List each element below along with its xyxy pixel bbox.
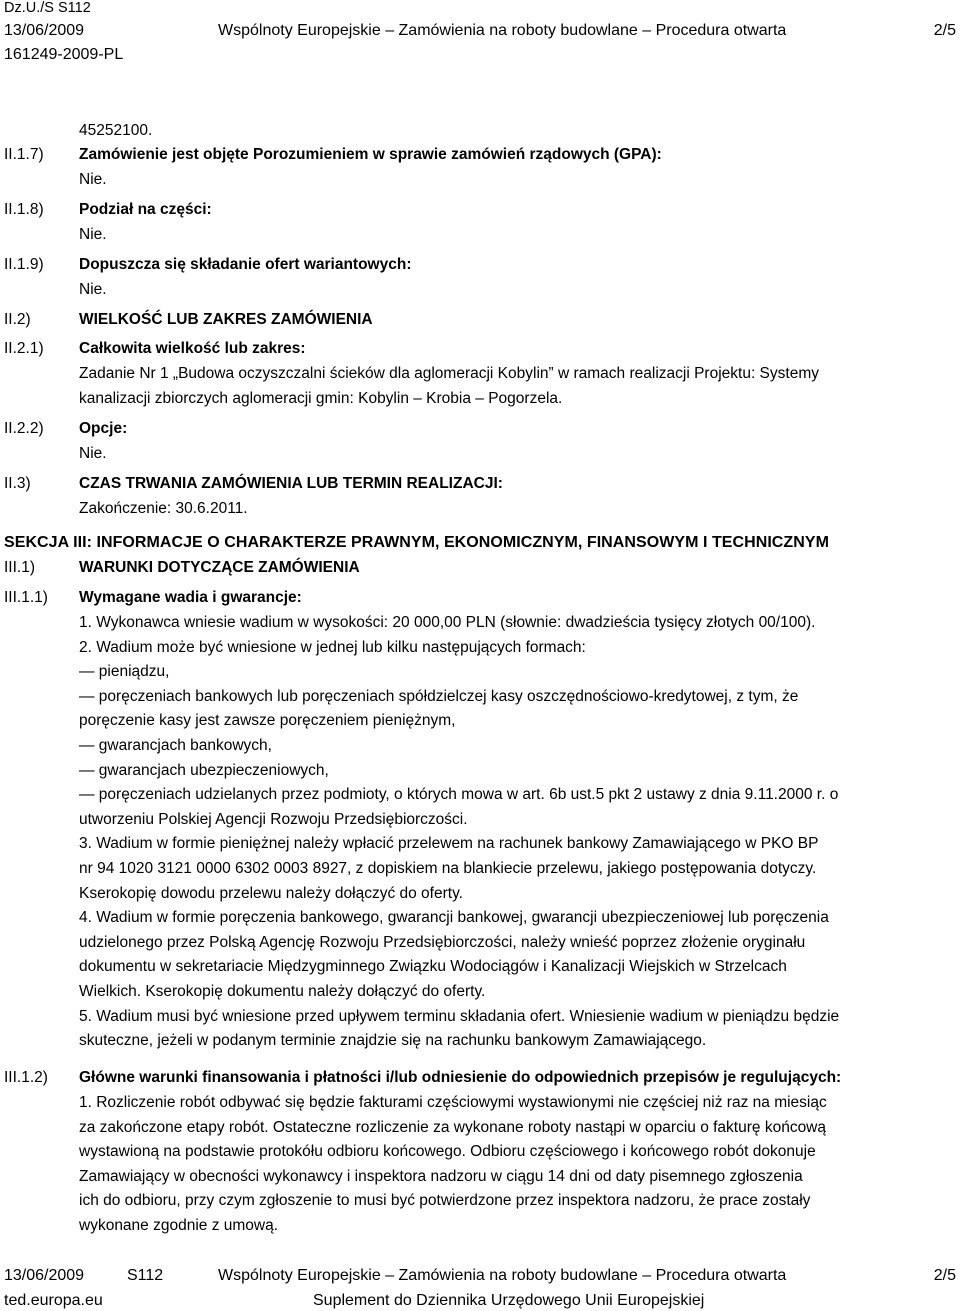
- paragraph-line: skuteczne, jeżeli w podanym terminie znajdzie się na rachunku bankowym Zamawiającego.: [79, 1032, 707, 1050]
- paragraph-line: za zakończone etapy robót. Ostateczne rozliczenie za wykonane roboty nastąpi w oparciu o fakturę końcową: [79, 1118, 826, 1136]
- total-quantity-text: Zadanie Nr 1 „Budowa oczyszczalni ścieków dla aglomeracji Kobylin” w ramach realizacji Projektu: Systemy: [79, 365, 819, 382]
- paragraph-line: ich do odbioru, przy czym zgłoszenie to musi być potwierdzone przez inspektora nadzoru, że prace zostały: [79, 1192, 811, 1210]
- section-number: II.1.7): [4, 146, 44, 163]
- paragraph-line: udzielonego przez Polską Agencję Rozwoju Przedsiębiorczości, należy wnieść poprzez złożenie oryginału: [79, 933, 806, 951]
- gpa-label: Zamówienie jest objęte Porozumieniem w sprawie zamówień rządowych (GPA):: [79, 146, 662, 163]
- total-quantity-text: kanalizacji zbiorczych aglomeracji gmin: Kobylin – Krobia – Pogorzela.: [79, 390, 563, 407]
- deposits-label: Wymagane wadia i gwarancje:: [79, 589, 302, 606]
- footer-date: 13/06/2009: [4, 1267, 85, 1284]
- paragraph-line: 3. Wadium w formie pieniężnej należy wpłacić przelewem na rachunek bankowy Zamawiającego w PKO BP: [79, 835, 819, 853]
- section-number: III.1.1): [4, 589, 48, 606]
- paragraph-line: poręczenie kasy jest zawsze poręczeniem pieniężnym,: [79, 712, 456, 730]
- footer-supplement: Suplement do Dziennika Urzędowego Unii Europejskiej: [313, 1292, 705, 1309]
- paragraph-line: Zamawiający w obecności wykonawcy i inspektora nadzoru w ciągu 14 dni od daty pisemnego zgłoszenia: [79, 1167, 803, 1185]
- options-label: Opcje:: [79, 420, 128, 437]
- section-number: III.1.2): [4, 1069, 48, 1086]
- page-footer: [0, 1262, 960, 1311]
- header-title: Wspólnoty Europejskie – Zamówienia na roboty budowlane – Procedura otwarta: [218, 22, 787, 39]
- paragraph-line: 4. Wadium w formie poręczenia bankowego, gwarancji bankowej, gwarancji ubezpieczeniowej lub poręczenia: [79, 909, 829, 927]
- paragraph-line: — poręczeniach udzielanych przez podmioty, o których mowa w art. 6b ust.5 pkt 2 ustawy z dnia 9.11.2000 r. o: [79, 786, 839, 804]
- section-number: III.1): [4, 559, 36, 576]
- section-heading: SEKCJA III: INFORMACJE O CHARAKTERZE PRAWNYM, EKONOMICZNYM, FINANSOWYM I TECHNICZNYM: [4, 534, 829, 551]
- paragraph-line: 1. Rozliczenie robót odbywać się będzie fakturami częściowymi wystawionymi nie częściej niż raz na miesiąc: [79, 1094, 827, 1111]
- paragraph-line: 5. Wadium musi być wniesione przed upływem terminu składania ofert. Wniesienie wadium w pieniądzu będzie: [79, 1007, 840, 1025]
- paragraph-line: — gwarancjach bankowych,: [79, 737, 272, 754]
- footer-page-number: 2/5: [933, 1267, 956, 1284]
- duration-value: Zakończenie: 30.6.2011.: [79, 500, 248, 517]
- duration-label: CZAS TRWANIA ZAMÓWIENIA LUB TERMIN REALIZACJI:: [79, 475, 503, 492]
- scope-heading: WIELKOŚĆ LUB ZAKRES ZAMÓWIENIA: [79, 311, 373, 328]
- notice-id: 161249-2009-PL: [4, 46, 124, 63]
- header-date: 13/06/2009: [4, 22, 85, 39]
- total-quantity-label: Całkowita wielkość lub zakres:: [79, 340, 306, 357]
- footer-site: ted.europa.eu: [4, 1292, 103, 1309]
- paragraph-line: — gwarancjach ubezpieczeniowych,: [79, 761, 329, 779]
- section-number: II.1.9): [4, 256, 44, 273]
- journal-ref: Dz.U./S S112: [4, 0, 91, 16]
- header-page-number: 2/5: [933, 22, 956, 39]
- page-header: [0, 0, 960, 70]
- gpa-value: Nie.: [79, 171, 107, 188]
- paragraph-line: wystawioną na podstawie protokółu odbioru końcowego. Odbioru częściowego i końcowego robót dokonuje: [79, 1143, 816, 1161]
- lots-label: Podział na części:: [79, 201, 212, 218]
- paragraph-line: — poręczeniach bankowych lub poręczeniach spółdzielczej kasy oszczędnościowo-kredytowej, z tym, że: [79, 687, 799, 705]
- financing-label: Główne warunki finansowania i płatności i/lub odniesienie do odpowiednich przepisów je regulujących:: [79, 1069, 842, 1086]
- paragraph-line: 1. Wykonawca wniesie wadium w wysokości: 20 000,00 PLN (słownie: dwadzieścia tysięcy złotych 00/100).: [79, 614, 816, 631]
- footer-series: S112: [127, 1267, 164, 1284]
- section-number: II.2.2): [4, 420, 44, 437]
- footer-title: Wspólnoty Europejskie – Zamówienia na roboty budowlane – Procedura otwarta: [218, 1267, 787, 1284]
- paragraph-line: dokumentu w sekretariacie Międzygminnego Związku Wodociągów i Kanalizacji Wiejskich w Strzelcach: [79, 958, 787, 976]
- variants-value: Nie.: [79, 281, 107, 298]
- conditions-heading: WARUNKI DOTYCZĄCE ZAMÓWIENIA: [79, 559, 360, 576]
- options-value: Nie.: [79, 445, 107, 462]
- paragraph-line: utworzeniu Polskiej Agencji Rozwoju Przedsiębiorczości.: [79, 810, 468, 828]
- variants-label: Dopuszcza się składanie ofert wariantowych:: [79, 256, 412, 273]
- paragraph-line: — pieniądzu,: [79, 663, 170, 681]
- paragraph-line: Kserokopię dowodu przelewu należy dołączyć do oferty.: [79, 884, 463, 902]
- section-number: II.2.1): [4, 340, 44, 357]
- section-number: II.1.8): [4, 201, 44, 218]
- section-number: II.3): [4, 475, 31, 492]
- lots-value: Nie.: [79, 226, 107, 243]
- paragraph-line: 2. Wadium może być wniesione w jednej lub kilku następujących formach:: [79, 638, 586, 656]
- section-number: II.2): [4, 311, 31, 328]
- paragraph-line: wykonane zgodnie z umową.: [79, 1217, 279, 1234]
- paragraph-line: nr 94 1020 3121 0000 6302 0003 8927, z dopiskiem na blankiecie przelewu, jakiego postępowania dotyczy.: [79, 860, 817, 877]
- cpv-continuation: 45252100.: [79, 122, 153, 139]
- paragraph-line: Wielkich. Kserokopię dokumentu należy dołączyć do oferty.: [79, 983, 486, 1000]
